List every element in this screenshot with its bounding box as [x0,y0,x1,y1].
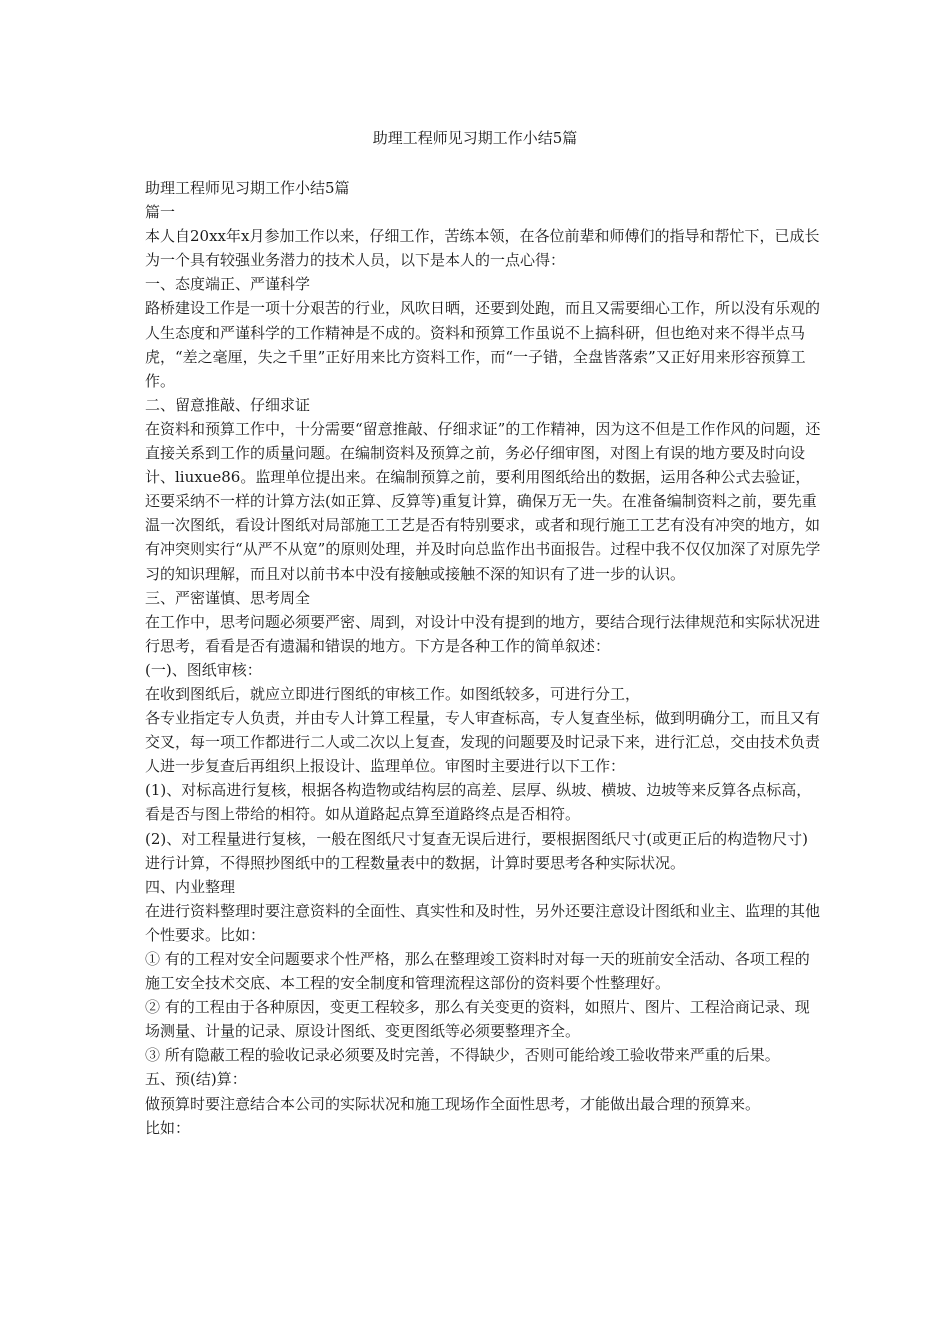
list-item-circled-1: ① 有的工程对安全问题要求个性严格，那么在整理竣工资料时对每一天的班前安全活动、各项工程的施工安全技术交底、本工程的安全制度和管理流程这部份的资料要个性整理好。 [145,950,810,993]
list-item-quantity-check: (2)、对工程量进行复核，一般在图纸尺寸复查无误后进行，要根据图纸尺寸(或更正后的构造物尺寸)进行计算，不得照抄图纸中的工程数量表中的数据，计算时要思考各种实际状况。 [145,829,808,872]
section-heading-4: 四、内业整理 [145,877,236,896]
list-item-circled-2: ② 有的工程由于各种原因，变更工程较多，那么有关变更的资料，如照片、图片、工程洽商记录、现场测量、计量的记录、原设计图纸、变更图纸等必须要整理齐全。 [145,998,810,1041]
paragraph-drawing-review-2: 各专业指定专人负责，并由专人计算工程量，专人审查标高，专人复查坐标，做到明确分工，而且又有交叉，每一项工作都进行二人或二次以上复查，发现的问题要及时记录下来，进行汇总，交由技术负责人进一步复查后再组织上报设计、监理单位。审图时主要进行以下工作： [145,709,821,776]
paragraph-drawing-review-1: 在收到图纸后，就应立即进行图纸的审核工作。如图纸较多，可进行分工， [145,684,641,703]
section-heading-2: 二、留意推敲、仔细求证 [145,395,311,414]
paragraph-section-4: 在进行资料整理时要注意资料的全面性、真实性和及时性，另外还要注意设计图纸和业主、监理的其他个性要求。比如： [145,901,821,944]
document-title: 助理工程师见习期工作小结5篇 [372,129,578,147]
paragraph-subtitle: 助理工程师见习期工作小结5篇 [145,179,350,197]
paragraph-section-3: 在工作中，思考问题必须要严密、周到，对设计中没有提到的地方，要结合现行法律规范和实际状况进行思考，看看是否有遗漏和错误的地方。下方是各种工作的简单叙述： [145,612,821,655]
paragraph-intro: 本人自20xx年x月参加工作以来，仔细工作，苦练本领，在各位前辈和师傅们的指导和帮忙下，已成长为一个具有较强业务潜力的技术人员，以下是本人的一点心得： [145,227,820,270]
section-heading-5: 五、预(结)算： [145,1070,247,1089]
document-body [145,176,821,1140]
subsection-heading-drawing-review: (一)、图纸审核： [145,660,262,679]
paragraph-section-5: 做预算时要注意结合本公司的实际状况和施工现场作全面性思考，才能做出最合理的预算来。 [145,1094,761,1113]
section-heading-1: 一、态度端正、严谨科学 [145,275,311,294]
list-item-elevation-check: (1)、对标高进行复核，根据各构造物或结构层的高差、层厚、纵坡、横坡、边坡等来反算各点标高，看是否与图上带给的相符。如从道路起点算至道路终点是否相符。 [145,781,812,824]
paragraph-part-heading: 篇一 [145,203,176,222]
paragraph-section-5-example: 比如： [145,1118,191,1137]
list-item-circled-3: ③ 所有隐蔽工程的验收记录必须要及时完善，不得缺少，否则可能给竣工验收带来严重的后果。 [145,1046,780,1065]
paragraph-section-2: 在资料和预算工作中，十分需要“留意推敲、仔细求证”的工作精神，因为这不但是工作作风的问题，还直接关系到工作的质量问题。在编制资料及预算之前，务必仔细审图，对图上有误的地方要及时向设计、liuxue86。监理单位提出来。在编制预算之前，要利用图纸给出的数据，运用各种公式去验证，还要采纳不一样的计算方法(如正算、反算等)重复计算，确保万无一失。在准备编制资料之前，要先重温一次图纸，看设计图纸对局部施工工艺是否有特别要求，或者和现行施工工艺有没有冲突的地方，如有冲突则实行“从严不从宽”的原则处理，并及时向总监作出书面报告。过程中我不仅仅加深了对原先学习的知识理解，而且对以前书本中没有接触或接触不深的知识有了进一步的认识。 [145,419,821,583]
section-heading-3: 三、严密谨慎、思考周全 [145,588,311,607]
paragraph-section-1: 路桥建设工作是一项十分艰苦的行业，风吹日晒，还要到处跑，而且又需要细心工作，所以没有乐观的人生态度和严谨科学的工作精神是不成的。资料和预算工作虽说不上搞科研，但也绝对来不得半点马虎，“差之毫厘，失之千里”正好用来比方资料工作，而“一子错，全盘皆落索”又正好用来形容预算工作。 [145,299,821,390]
